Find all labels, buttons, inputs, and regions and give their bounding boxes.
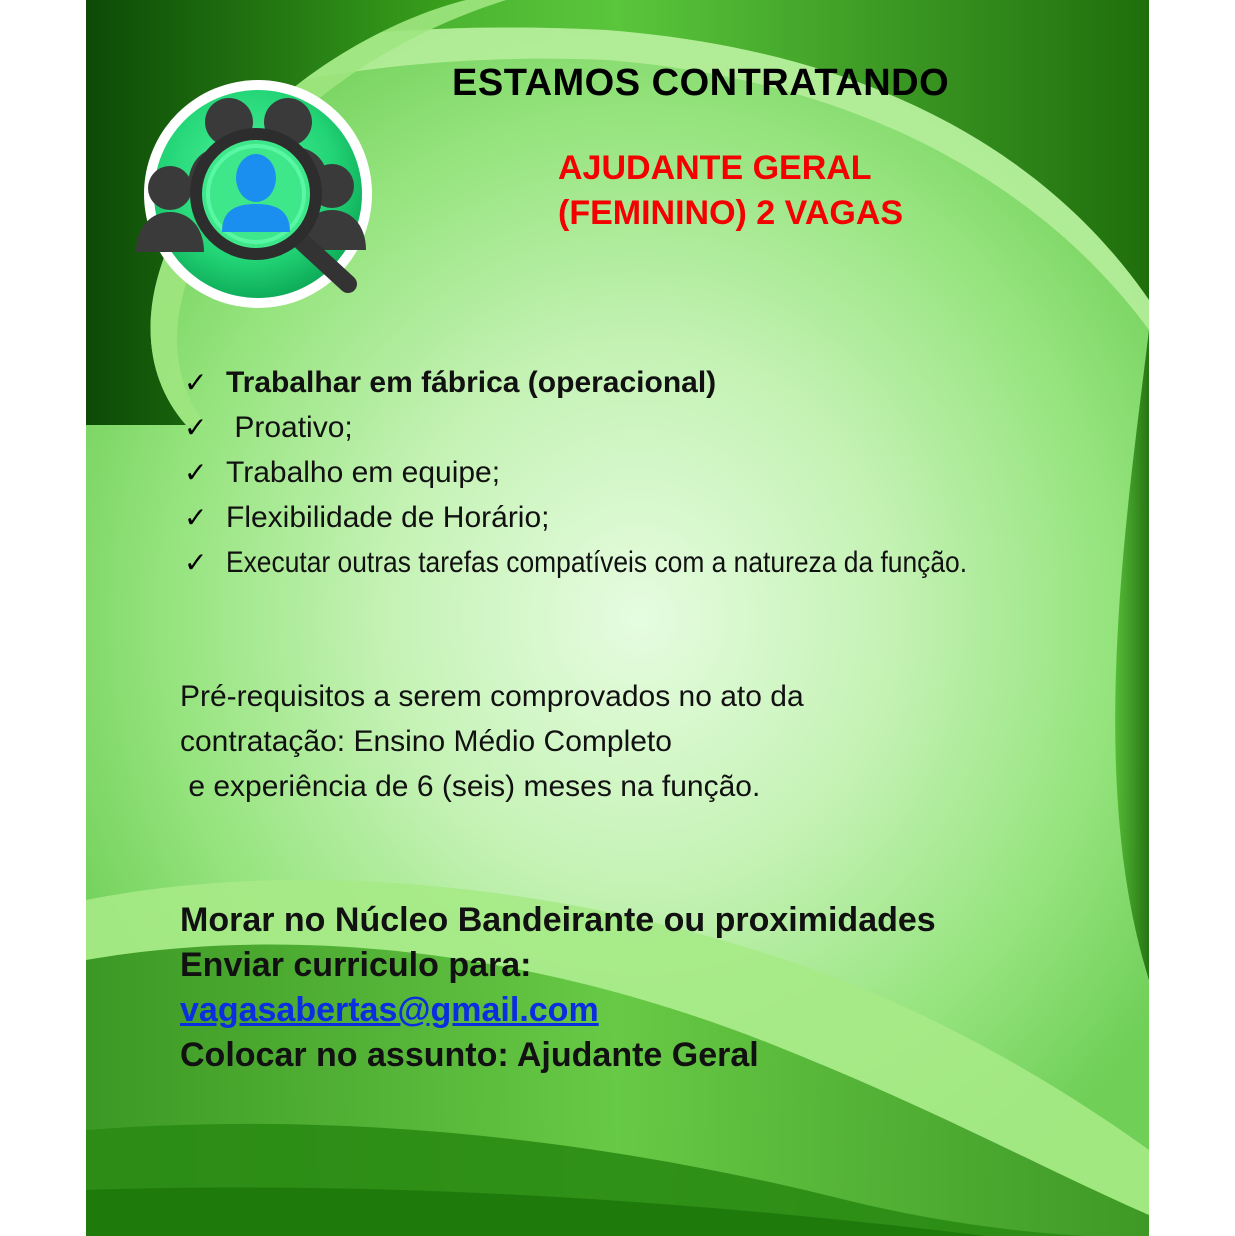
requirement-text: Trabalho em equipe; (226, 456, 501, 489)
requirement-text: Executar outras tarefas compatíveis com a natureza da função. (226, 546, 968, 579)
checkmark-icon: ✓ (184, 411, 208, 444)
prerequisites-line-1: Pré-requisitos a serem comprovados no ato da (180, 680, 804, 713)
prerequisites-paragraph (180, 674, 804, 809)
location-requirement: Morar no Núcleo Bandeirante ou proximidades (180, 901, 936, 939)
email-link[interactable]: vagasabertas@gmail.com (180, 991, 599, 1029)
list-item (180, 450, 1040, 495)
requirement-text: Flexibilidade de Horário; (226, 501, 550, 534)
list-item (180, 405, 1040, 450)
list-item (180, 540, 1040, 585)
prerequisites-line-3: e experiência de 6 (seis) meses na função. (180, 770, 761, 803)
email-subject-instruction: Colocar no assunto: Ajudante Geral (180, 1036, 759, 1074)
prerequisites-line-2: contratação: Ensino Médio Completo (180, 725, 672, 758)
requirements-list (180, 360, 1040, 585)
checkmark-icon: ✓ (184, 546, 208, 579)
list-item (180, 360, 1040, 405)
send-resume-label: Enviar curriculo para: (180, 946, 532, 984)
job-title-line-1: AJUDANTE GERAL (558, 149, 872, 187)
hiring-title: ESTAMOS CONTRATANDO (452, 62, 950, 104)
checkmark-icon: ✓ (184, 366, 208, 399)
job-poster (86, 0, 1149, 1236)
contact-section (180, 898, 936, 1078)
requirement-text: Trabalhar em fábrica (operacional) (226, 366, 717, 399)
job-title-line-2: (FEMININO) 2 VAGAS (558, 194, 904, 232)
requirement-text: Proativo; (226, 411, 353, 444)
people-search-magnifier-icon (126, 76, 398, 312)
checkmark-icon: ✓ (184, 501, 208, 534)
list-item (180, 495, 1040, 540)
job-title (558, 146, 903, 236)
checkmark-icon: ✓ (184, 456, 208, 489)
